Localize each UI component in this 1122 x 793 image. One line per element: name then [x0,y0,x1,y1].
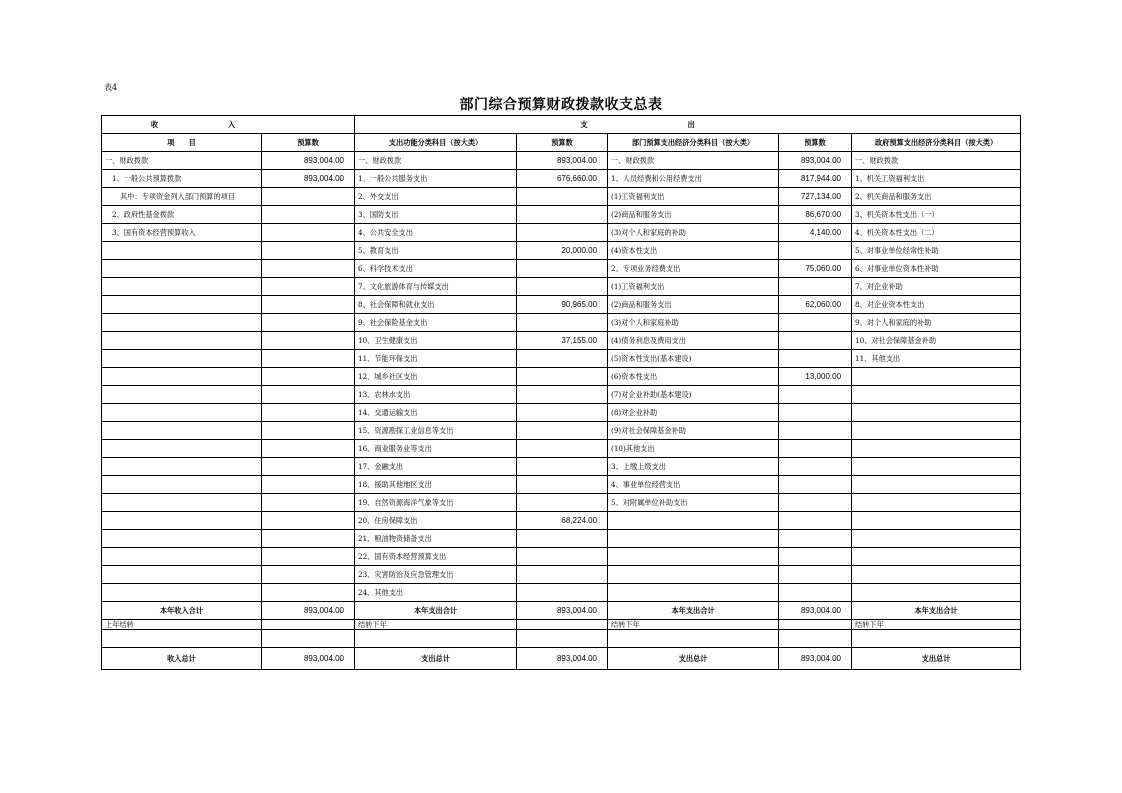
func-item-cell: 24、其他支出 [355,584,517,602]
func-budget-cell [517,278,608,296]
dept-budget-cell: 13,000.00 [779,368,852,386]
blank-cell [608,630,779,648]
dept-budget-cell: 817,944.00 [779,170,852,188]
income-budget-cell [262,224,355,242]
dept-item-cell: (4)债务利息及费用支出 [608,332,779,350]
income-section-label: 收入 [150,119,306,129]
dept-budget-cell [779,566,852,584]
income-budget-cell [262,512,355,530]
dept-item-cell [608,530,779,548]
income-budget-cell: 893,004.00 [262,152,355,170]
income-item-cell [102,242,262,260]
func-budget-cell [517,206,608,224]
table-row [102,494,1021,512]
dept-item-cell: (6)资本性支出 [608,368,779,386]
gov-item-cell: 一、财政拨款 [852,152,1021,170]
dept-budget-cell [779,314,852,332]
dept-budget-cell [779,404,852,422]
blank-cell [355,630,517,648]
dept-budget-cell [779,350,852,368]
func-budget-cell: 37,155.00 [517,332,608,350]
gov-item-cell [852,386,1021,404]
func-budget-cell: 20,000.00 [517,242,608,260]
table-row [102,260,1021,278]
budget-table [101,115,1021,670]
income-budget-cell [262,404,355,422]
dept-budget-cell [779,386,852,404]
income-budget-cell [262,368,355,386]
dept-budget-cell [779,476,852,494]
table-row [102,548,1021,566]
gov-item-cell: 3、机关资本性支出（一） [852,206,1021,224]
dept-item-cell: (9)对社会保障基金补助 [608,422,779,440]
table-row [102,566,1021,584]
header-item: 项 目 [102,134,262,152]
income-budget-cell [262,440,355,458]
income-item-cell [102,314,262,332]
income-budget-cell [262,548,355,566]
gov-item-cell: 2、机关商品和服务支出 [852,188,1021,206]
dept-budget-cell [779,530,852,548]
income-budget-cell [262,458,355,476]
income-item-cell [102,548,262,566]
section-header-row [102,116,1021,134]
blank-row [102,630,1021,648]
header-dept-budget: 预算数 [779,134,852,152]
table-row [102,296,1021,314]
table-row [102,440,1021,458]
table-row [102,314,1021,332]
dept-budget-cell [779,332,852,350]
gov-item-cell [852,548,1021,566]
gov-item-cell [852,476,1021,494]
subtotal-dept-label: 本年支出合计 [608,602,779,620]
header-func-class: 支出功能分类科目（按大类） [355,134,517,152]
income-item-cell [102,422,262,440]
income-item-cell [102,296,262,314]
subtotal-income-label: 本年收入合计 [102,602,262,620]
carry-empty-1 [262,620,355,630]
func-budget-cell [517,458,608,476]
income-budget-cell [262,476,355,494]
dept-budget-cell [779,548,852,566]
func-item-cell: 16、商业服务业等支出 [355,440,517,458]
income-budget-cell [262,584,355,602]
column-header-row [102,134,1021,152]
dept-budget-cell: 893,004.00 [779,152,852,170]
table-row [102,386,1021,404]
income-item-cell: 一、财政拨款 [102,152,262,170]
subtotal-func-label: 本年支出合计 [355,602,517,620]
func-budget-cell [517,548,608,566]
subtotal-row [102,602,1021,620]
gov-item-cell [852,368,1021,386]
income-budget-cell [262,566,355,584]
table-row [102,476,1021,494]
func-item-cell: 8、社会保障和就业支出 [355,296,517,314]
table-row [102,206,1021,224]
income-budget-cell: 893,004.00 [262,170,355,188]
func-item-cell: 15、资源勘探工业信息等支出 [355,422,517,440]
income-item-cell: 2、政府性基金拨款 [102,206,262,224]
func-item-cell: 10、卫生健康支出 [355,332,517,350]
total-func-label: 支出总计 [355,648,517,670]
func-budget-cell [517,224,608,242]
subtotal-dept-value: 893,004.00 [779,602,852,620]
header-dept-econ: 部门预算支出经济分类科目（按大类） [608,134,779,152]
income-item-cell [102,512,262,530]
table-row [102,350,1021,368]
gov-item-cell [852,584,1021,602]
table-row [102,584,1021,602]
header-gov-econ: 政府预算支出经济分类科目（按大类） [852,134,1021,152]
total-income-value: 893,004.00 [262,648,355,670]
func-budget-cell: 90,965.00 [517,296,608,314]
gov-item-cell: 11、其他支出 [852,350,1021,368]
func-budget-cell: 68,224.00 [517,512,608,530]
income-item-cell [102,440,262,458]
dept-item-cell: 一、财政拨款 [608,152,779,170]
income-item-cell [102,386,262,404]
blank-cell [102,630,262,648]
carry-next-year-func: 结转下年 [355,620,517,630]
func-budget-cell [517,476,608,494]
page-title: 部门综合预算财政拨款收支总表 [459,97,663,113]
gov-item-cell [852,458,1021,476]
table-row [102,152,1021,170]
func-item-cell: 18、援助其他地区支出 [355,476,517,494]
income-budget-cell [262,296,355,314]
income-budget-cell [262,350,355,368]
dept-budget-cell: 62,060.00 [779,296,852,314]
income-item-cell [102,458,262,476]
income-budget-cell [262,332,355,350]
expense-section-label: 支出 [580,119,795,129]
dept-budget-cell [779,584,852,602]
gov-item-cell: 6、对事业单位资本性补助 [852,260,1021,278]
func-budget-cell [517,386,608,404]
carry-next-year-gov: 结转下年 [852,620,1021,630]
header-income-budget: 预算数 [262,134,355,152]
dept-budget-cell [779,278,852,296]
func-budget-cell [517,314,608,332]
func-budget-cell [517,368,608,386]
dept-item-cell: (10)其他支出 [608,440,779,458]
income-budget-cell [262,278,355,296]
blank-cell [852,630,1021,648]
income-budget-cell [262,188,355,206]
func-budget-cell [517,566,608,584]
dept-budget-cell [779,440,852,458]
table-row [102,458,1021,476]
dept-budget-cell [779,458,852,476]
income-budget-cell [262,530,355,548]
gov-item-cell: 9、对个人和家庭的补助 [852,314,1021,332]
gov-item-cell [852,404,1021,422]
carry-next-year-dept: 结转下年 [608,620,779,630]
gov-item-cell [852,530,1021,548]
table-row [102,512,1021,530]
dept-budget-cell: 86,670.00 [779,206,852,224]
dept-budget-cell: 727,134.00 [779,188,852,206]
func-item-cell: 22、国有资本经营预算支出 [355,548,517,566]
carry-prev-year: 上年结转 [102,620,262,630]
gov-item-cell: 8、对企业资本性支出 [852,296,1021,314]
func-item-cell: 20、住房保障支出 [355,512,517,530]
total-row [102,648,1021,670]
dept-item-cell [608,566,779,584]
table-row [102,404,1021,422]
gov-item-cell: 7、对企业补助 [852,278,1021,296]
func-item-cell: 一、财政拨款 [355,152,517,170]
dept-budget-cell [779,512,852,530]
func-item-cell: 14、交通运输支出 [355,404,517,422]
dept-budget-cell [779,242,852,260]
func-item-cell: 6、科学技术支出 [355,260,517,278]
subtotal-func-value: 893,004.00 [517,602,608,620]
income-item-cell [102,476,262,494]
gov-item-cell: 5、对事业单位经常性补助 [852,242,1021,260]
table-row [102,422,1021,440]
gov-item-cell: 10、对社会保障基金补助 [852,332,1021,350]
table-row [102,278,1021,296]
dept-item-cell [608,548,779,566]
income-item-cell [102,368,262,386]
income-item-cell [102,584,262,602]
gov-item-cell [852,512,1021,530]
income-budget-cell [262,386,355,404]
gov-item-cell [852,440,1021,458]
dept-budget-cell [779,494,852,512]
dept-item-cell: (5)资本性支出(基本建设) [608,350,779,368]
table-row [102,170,1021,188]
table-label: 表4 [104,83,118,92]
func-item-cell: 19、自然资源海洋气象等支出 [355,494,517,512]
income-item-cell: 3、国有资本经营预算收入 [102,224,262,242]
func-budget-cell [517,422,608,440]
dept-item-cell: (8)对企业补助 [608,404,779,422]
func-item-cell: 11、节能环保支出 [355,350,517,368]
func-item-cell: 21、粮油物资储备支出 [355,530,517,548]
func-item-cell: 7、文化旅游体育与传媒支出 [355,278,517,296]
blank-cell [779,630,852,648]
dept-budget-cell [779,422,852,440]
gov-item-cell: 1、机关工资福利支出 [852,170,1021,188]
total-income-label: 收入总计 [102,648,262,670]
income-budget-cell [262,422,355,440]
dept-item-cell: 3、上缴上级支出 [608,458,779,476]
func-budget-cell [517,404,608,422]
income-item-cell [102,332,262,350]
gov-item-cell [852,422,1021,440]
func-item-cell: 12、城乡社区支出 [355,368,517,386]
func-item-cell: 5、教育支出 [355,242,517,260]
total-dept-label: 支出总计 [608,648,779,670]
blank-cell [517,630,608,648]
func-budget-cell [517,350,608,368]
income-budget-cell [262,242,355,260]
func-budget-cell [517,188,608,206]
func-item-cell: 23、灾害防治及应急管理支出 [355,566,517,584]
func-item-cell: 4、公共安全支出 [355,224,517,242]
income-item-cell [102,530,262,548]
income-item-cell [102,278,262,296]
income-item-cell [102,494,262,512]
income-budget-cell [262,206,355,224]
income-item-cell [102,260,262,278]
income-item-cell [102,350,262,368]
income-budget-cell [262,494,355,512]
dept-item-cell: (2)商品和服务支出 [608,206,779,224]
carry-empty-3 [779,620,852,630]
income-item-cell: 1、一般公共预算拨款 [102,170,262,188]
func-item-cell: 17、金融支出 [355,458,517,476]
table-row [102,242,1021,260]
dept-budget-cell: 4,140.00 [779,224,852,242]
income-budget-cell [262,260,355,278]
income-item-cell [102,404,262,422]
table-row [102,368,1021,386]
dept-item-cell: 1、人员经费和公用经费支出 [608,170,779,188]
func-item-cell: 1、一般公共服务支出 [355,170,517,188]
subtotal-gov-label: 本年支出合计 [852,602,1021,620]
header-func-budget: 预算数 [517,134,608,152]
func-item-cell: 2、外交支出 [355,188,517,206]
total-func-value: 893,004.00 [517,648,608,670]
func-item-cell: 9、社会保险基金支出 [355,314,517,332]
income-section-header [102,116,355,134]
income-budget-cell [262,314,355,332]
func-budget-cell [517,584,608,602]
func-budget-cell: 893,004.00 [517,152,608,170]
gov-item-cell [852,494,1021,512]
gov-item-cell [852,566,1021,584]
table-row [102,224,1021,242]
table-row [102,188,1021,206]
carry-empty-2 [517,620,608,630]
func-budget-cell [517,494,608,512]
dept-item-cell: (1)工资福利支出 [608,188,779,206]
func-item-cell: 3、国防支出 [355,206,517,224]
dept-item-cell: (3)对个人和家庭的补助 [608,224,779,242]
dept-item-cell: (1)工资福利支出 [608,278,779,296]
func-budget-cell: 676,660.00 [517,170,608,188]
dept-item-cell: 4、事业单位经营支出 [608,476,779,494]
func-budget-cell [517,530,608,548]
dept-item-cell: (3)对个人和家庭补助 [608,314,779,332]
carry-row [102,620,1021,630]
dept-item-cell [608,584,779,602]
total-gov-label: 支出总计 [852,648,1021,670]
income-item-cell [102,566,262,584]
total-dept-value: 893,004.00 [779,648,852,670]
expense-section-header [355,116,1021,134]
dept-budget-cell: 75,060.00 [779,260,852,278]
dept-item-cell: (4)资本性支出 [608,242,779,260]
dept-item-cell: 2、专项业务经费支出 [608,260,779,278]
table-row [102,332,1021,350]
dept-item-cell: (2)商品和服务支出 [608,296,779,314]
dept-item-cell [608,512,779,530]
gov-item-cell: 4、机关资本性支出（二） [852,224,1021,242]
subtotal-income-value: 893,004.00 [262,602,355,620]
func-item-cell: 13、农林水支出 [355,386,517,404]
func-budget-cell [517,440,608,458]
blank-cell [262,630,355,648]
dept-item-cell: 5、对附属单位补助支出 [608,494,779,512]
table-row [102,530,1021,548]
dept-item-cell: (7)对企业补助(基本建设) [608,386,779,404]
func-budget-cell [517,260,608,278]
income-item-cell: 其中：专项资金列入部门预算的项目 [102,188,262,206]
